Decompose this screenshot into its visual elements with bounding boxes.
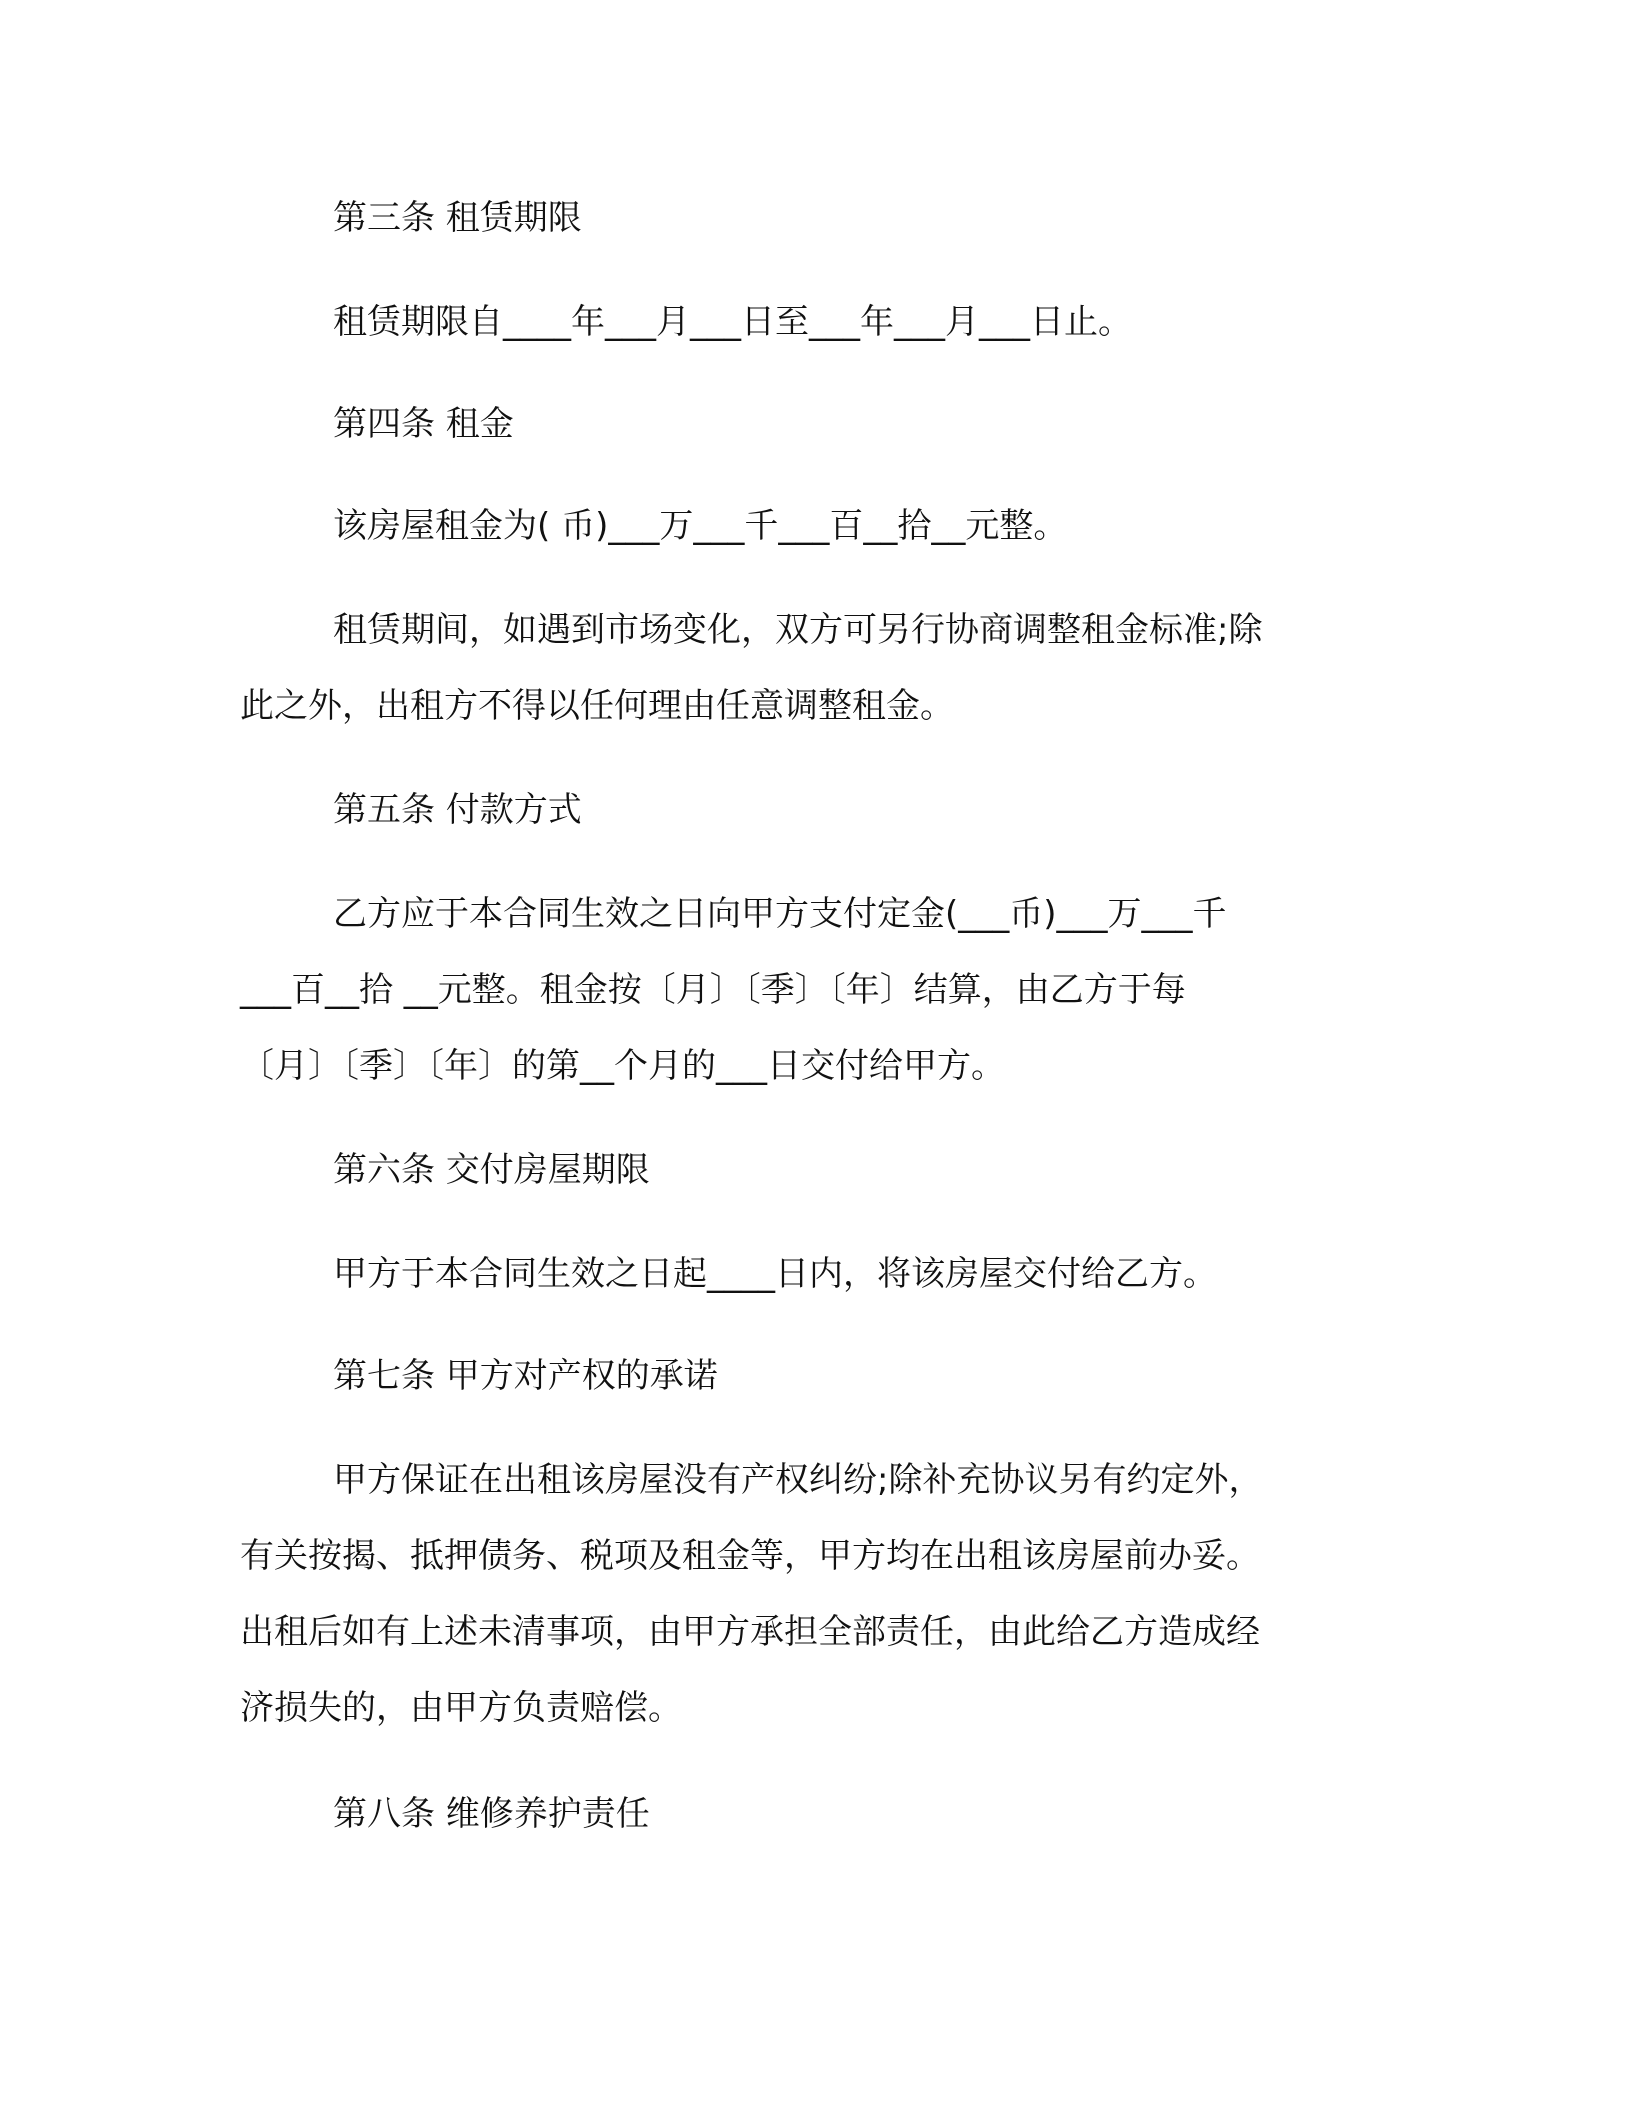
article-6-heading: 第六条 交付房屋期限 [333, 1150, 650, 1190]
article-7-text-line-1: 甲方保证在出租该房屋没有产权纠纷;除补充协议另有约定外， [333, 1460, 1263, 1500]
article-5-text-line-3: 〔月〕〔季〕〔年〕的第__个月的___日交付给甲方。 [240, 1046, 1005, 1086]
article-7-heading: 第七条 甲方对产权的承诺 [333, 1356, 718, 1396]
article-5-text-line-1: 乙方应于本合同生效之日向甲方支付定金(___币)___万___千 [333, 894, 1227, 934]
article-8-heading: 第八条 维修养护责任 [333, 1794, 650, 1834]
article-4-heading: 第四条 租金 [333, 404, 514, 444]
article-4-text-2-line-1: 租赁期间，如遇到市场变化，双方可另行协商调整租金标准;除 [333, 610, 1263, 650]
article-4-text-2-line-2: 此之外，出租方不得以任何理由任意调整租金。 [240, 686, 954, 726]
article-5-heading: 第五条 付款方式 [333, 790, 582, 830]
article-3-heading: 第三条 租赁期限 [333, 198, 582, 238]
article-5-text-line-2: ___百__拾 __元整。租金按〔月〕〔季〕〔年〕结算，由乙方于每 [240, 970, 1186, 1010]
article-6-text: 甲方于本合同生效之日起____日内，将该房屋交付给乙方。 [333, 1254, 1217, 1294]
article-4-text-1: 该房屋租金为( 币)___万___千___百__拾__元整。 [333, 506, 1068, 546]
article-7-text-line-4: 济损失的，由甲方负责赔偿。 [240, 1688, 682, 1728]
article-3-text: 租赁期限自____年___月___日至___年___月___日止。 [333, 302, 1132, 342]
article-7-text-line-2: 有关按揭、抵押债务、税项及租金等，甲方均在出租该房屋前办妥。 [240, 1536, 1260, 1576]
article-7-text-line-3: 出租后如有上述未清事项，由甲方承担全部责任，由此给乙方造成经 [240, 1612, 1260, 1652]
